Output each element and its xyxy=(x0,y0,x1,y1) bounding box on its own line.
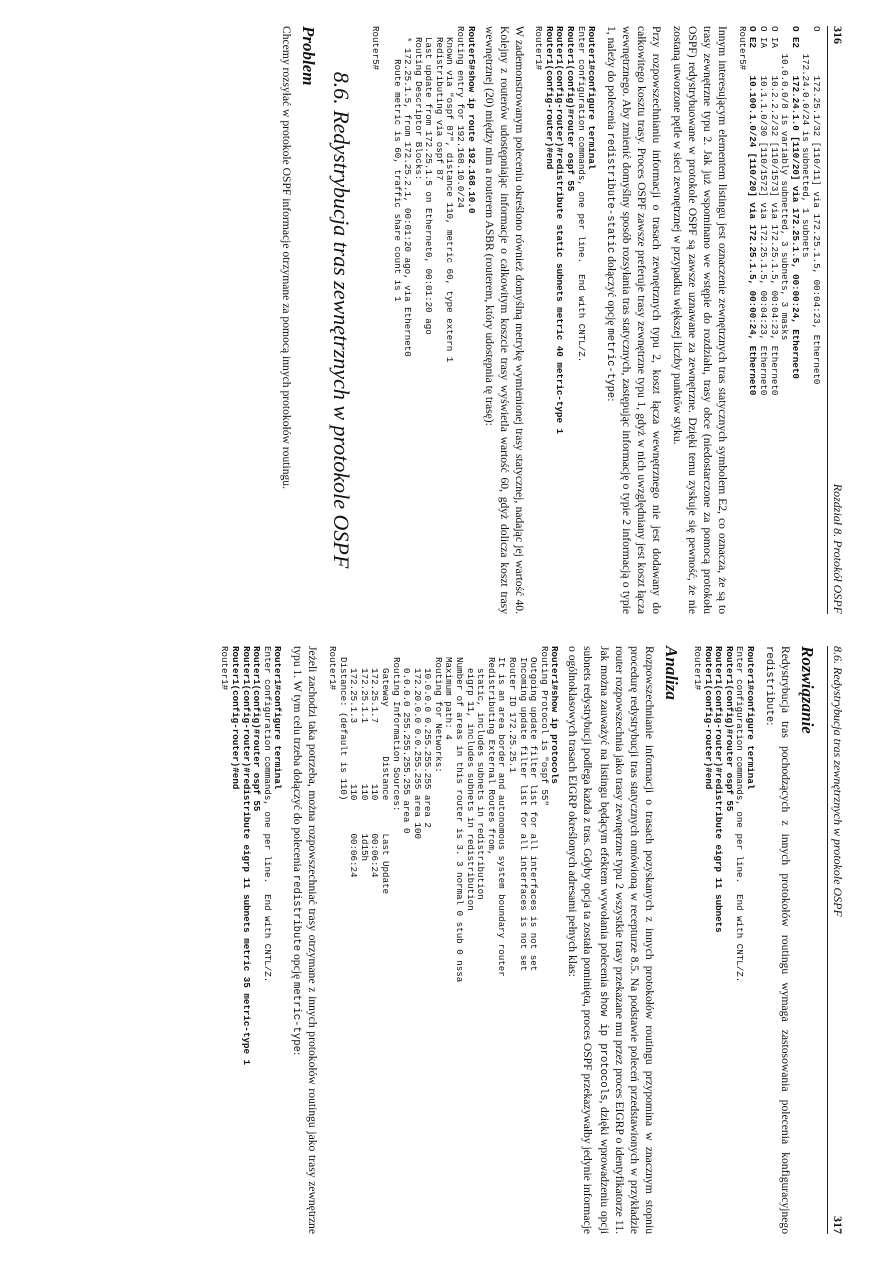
code-line: Router1(config)#router ospf 55 xyxy=(251,646,263,812)
code-listing xyxy=(533,26,597,614)
code-line: O IA 10.1.1.0/30 [110/1572] via 172.25.1.5, 00:04:23, Ethernet0 xyxy=(758,26,770,396)
paragraph-text: opcję xyxy=(291,951,305,982)
inline-code: metric-type xyxy=(290,982,303,1052)
solution-heading: Rozwiązanie xyxy=(798,646,817,734)
paragraph-text: Rozpowszechnianie informacji o trasach pozyskanych z innych protokołów routingu przypomina w znacznym stopniu procedurę redystrybucji tras statycznych omówioną w recepturze 8.5. Na podstawie poleceń przedstawionych w przykładzie router rozpowszechnia jako trasy zewnętrzne typu 2 wszystkie trasy przekazane mu przez proces EIGRP o identyfikatorze 11. Jak można zauważyć na listingu będącym efektem wywołania polecenia xyxy=(598,646,657,1234)
code-line: 10.0.0.0 0.255.255.255 area 2 xyxy=(422,646,434,828)
code-line: Router1#configure terminal xyxy=(586,26,598,170)
chapter-header: Rozdział 8. Protokół OSPF xyxy=(831,483,845,614)
code-listing xyxy=(326,646,559,1234)
code-line: Number of areas in this router is 3. 3 normal 0 stub 0 nssa xyxy=(454,646,466,983)
paragraph xyxy=(565,646,657,1234)
paragraph-text: : xyxy=(605,398,619,402)
paragraph xyxy=(602,26,664,614)
code-line: 0.0.0.0 255.255.255.255 area 0 xyxy=(401,646,413,834)
code-listing xyxy=(219,646,283,1234)
code-line: static, includes subnets in redistribution xyxy=(475,646,487,900)
paragraph-text: Jeżeli zachodzi taka potrzeba, można rozpowszechniać trasy otrzymane z innych protokołów routingu jako trasy zewnętrzne typu 1. W tym celu trzeba dołączyć do polecenia xyxy=(291,646,320,1234)
code-line: It is an area border and autonomous system boundary router xyxy=(496,646,508,977)
code-line: Distance: (default is 110) xyxy=(337,646,349,801)
code-line: Routing entry for 192.168.10.0/24 xyxy=(455,26,467,208)
code-line: Routing Descriptor Blocks: xyxy=(412,26,424,181)
paragraph: Chcemy rozsyłać w protokole OSPF informacje otrzymane za pomocą innych protokołów routingu. xyxy=(279,26,293,489)
section-header: 8.6. Redystrybucja tras zewnętrznych w protokole OSPF xyxy=(831,646,845,917)
code-line: Router1(config-router)#redistribute eigrp 11 subnets metric 35 metric-type 1 xyxy=(240,646,252,1066)
code-line: Router1# xyxy=(533,26,545,71)
running-header xyxy=(827,26,845,614)
page-316 xyxy=(0,20,845,620)
paragraph: Innym interesującym elementem listingu jest oznaczenie zewnętrznych tras statycznych symbolem E2, co oznacza, że są to trasy zewnętrzne typu 2. Jak już wspominano we wstępie do rozdziału, trasy obce (niedostarczone za pomocą protokołu OSPF) redystrybuowane w protokole OSPF są zawsze uznawane za zewnętrzne. Dzięki temu zyskuje się pewność, że nie zostaną utworzone pętle w sieci zewnętrznej w przypadku większej liczby punktów styku. xyxy=(671,26,730,614)
code-line: Routing for Networks: xyxy=(432,646,444,773)
code-line: Enter configuration commands, one per line. End with CNTL/Z. xyxy=(575,26,587,363)
code-line: Router1# xyxy=(692,646,704,691)
code-line: Redistributing External Routes from, xyxy=(485,646,497,856)
code-line: Outgoing update filter list for all interfaces is not set xyxy=(528,646,540,972)
code-line: Route metric is 60, traffic share count is 1 xyxy=(391,26,403,302)
code-line: Router1#configure terminal xyxy=(272,646,284,790)
code-line: eigrp 11, includes subnets in redistribution xyxy=(464,646,476,911)
code-line: Routing Protocol is "ospf 55" xyxy=(538,646,550,806)
code-line: O 172.25.1/32 [110/11] via 172.25.1.5, 00:04:23, Ethernet0 xyxy=(811,26,822,385)
paragraph-text: : xyxy=(291,1051,305,1056)
code-line: Router1(config-router)#redistribute eigrp 11 subnets xyxy=(713,646,725,933)
code-line: Router1(config-router)#end xyxy=(543,26,555,170)
code-line: O E2 172.24.1.0 [110/20] via 172.25.1.5, 00:00:24, Ethernet0 xyxy=(789,26,801,379)
code-line: 172.24.0.0/24 is subnetted, 1 subnets xyxy=(800,26,812,258)
problem-heading: Problem xyxy=(298,26,318,86)
code-line: Maximum path: 4 xyxy=(443,646,455,740)
paragraph-text: dołączyć opcję xyxy=(605,253,619,329)
code-line: Last update from 172.25.1.5 on Ethernet0, 00:01:20 ago xyxy=(423,26,435,335)
inline-code: redistribute xyxy=(290,874,303,952)
code-line: Router ID 172.25.25.1 xyxy=(507,646,519,773)
inline-code: redistribute xyxy=(763,646,775,723)
inline-code: metric-type xyxy=(604,328,617,399)
paragraph-text: Redystrybucja tras pochodzących z innych protokołów routingu wymaga zastosowania polecenia konfiguracyjnego xyxy=(779,646,792,1234)
inline-code: redistribute-static xyxy=(604,132,617,254)
code-line: Router1# xyxy=(219,646,231,691)
page-317 xyxy=(0,640,845,1240)
code-listing xyxy=(691,646,755,1234)
code-line: 172.20.0.0 0.0.255.255 area 100 xyxy=(411,646,423,839)
paragraph-text: : xyxy=(764,722,777,726)
paragraph-text: , dzięki wprowadzeniu opcji subnets redystrybucji podlega każda z tras. Gdyby opcja ta została pominięta, proces OSPF przekazywałby jedynie informacje o ogólnoklasowych trasach EIGRP określonych adresami pełnych klas: xyxy=(566,646,612,1235)
code-line: Gateway Distance Last Update xyxy=(379,646,391,895)
code-line: 10.0.0.0/8 is variably subnetted, 3 subnets, 3 masks xyxy=(779,26,791,341)
code-line: Router1# xyxy=(326,646,338,691)
code-line: Redistributing via ospf 87 xyxy=(433,26,445,181)
code-line: Router5# xyxy=(736,26,748,71)
code-listing xyxy=(736,26,821,614)
code-line: Router1(config)#router ospf 55 xyxy=(723,646,735,812)
code-line: Router1(config-router)#end xyxy=(702,646,714,790)
code-line: Router1#configure terminal xyxy=(745,646,756,790)
code-line: Router1(config-router)#end xyxy=(230,646,241,790)
code-line: 172.25.1.3 110 00:06:24 xyxy=(348,646,360,878)
code-line: 172.25.1.1 110 1d15h xyxy=(358,646,370,862)
code-line: Routing Information Sources: xyxy=(390,646,402,812)
paragraph: W zademonstrowanym poleceniu określono również domyślną metrykę wymienionej trasy statycznej, nadając jej wartość 40. Kolejny z routerów udostępniając informacje o całkowitym koszcie trasy wyświetla wartość 60, gdyż dolicza koszt trasy wewnętrznej (20) między nim a routerem ASBR (routerem, który udostępnia tę trasę): xyxy=(482,26,526,614)
page-number: 317 xyxy=(831,1216,845,1234)
page-number: 316 xyxy=(831,26,845,44)
code-line: Router1(config-router)#redistribute static subnets metric 40 metric-type 1 xyxy=(554,26,566,434)
paragraph-text: Przy rozpowszechnianiu informacji o trasach zewnętrznych typu 2, koszt łącza wewnętrznego nie jest dodawany do całkowitego kosztu trasy. Proces OSPF zawsze preferuje trasy zewnętrzne typu 1, gdyż w nich uwzględniany jest koszt łącza wewnętrznego. Aby zmienić domyślny sposób rozsyłania tras statycznych, zastępując informację o typie 2 informacją o typie 1, należy do polecenia xyxy=(605,26,664,614)
code-line: Enter configuration commands, one per line. End with CNTL/Z. xyxy=(734,646,746,983)
code-line xyxy=(380,26,391,614)
code-line: O E2 10.100.1.0/24 [110/20] via 172.25.1.5, 00:00:24, Ethernet0 xyxy=(747,26,759,396)
code-line: Router5#show ip route 192.168.10.0 xyxy=(465,26,477,214)
section-title: 8.6. Redystrybucja tras zewnętrznych w protokole OSPF xyxy=(328,71,354,569)
code-line: Incoming update filter list for all interfaces is not set xyxy=(517,646,529,972)
code-line: Router1(config)#router ospf 55 xyxy=(565,26,577,192)
code-line: * 172.25.1.5, from 172.25.2.1, 00:01:20 ago, via Ethernet0 xyxy=(402,26,414,357)
code-line: Router1#show ip protocols xyxy=(549,646,561,784)
code-line: Router5# xyxy=(370,26,382,71)
code-line: O IA 10.2.2.2/32 [110/1573] via 172.25.1.5, 00:04:23, Ethernet0 xyxy=(768,26,780,396)
code-line: 172.25.1.7 110 00:06:24 xyxy=(369,646,381,878)
paragraph xyxy=(288,646,320,1234)
running-header xyxy=(827,646,845,1234)
inline-code: show ip protocols xyxy=(597,990,610,1101)
paragraph xyxy=(761,646,793,1234)
analysis-heading: Analiza xyxy=(662,646,682,700)
code-line: Enter configuration commands, one per line. End with CNTL/Z. xyxy=(261,646,273,983)
code-line: Known via "ospf 87", distance 110, metric 60, type extern 1 xyxy=(444,26,456,363)
code-listing xyxy=(370,26,476,614)
